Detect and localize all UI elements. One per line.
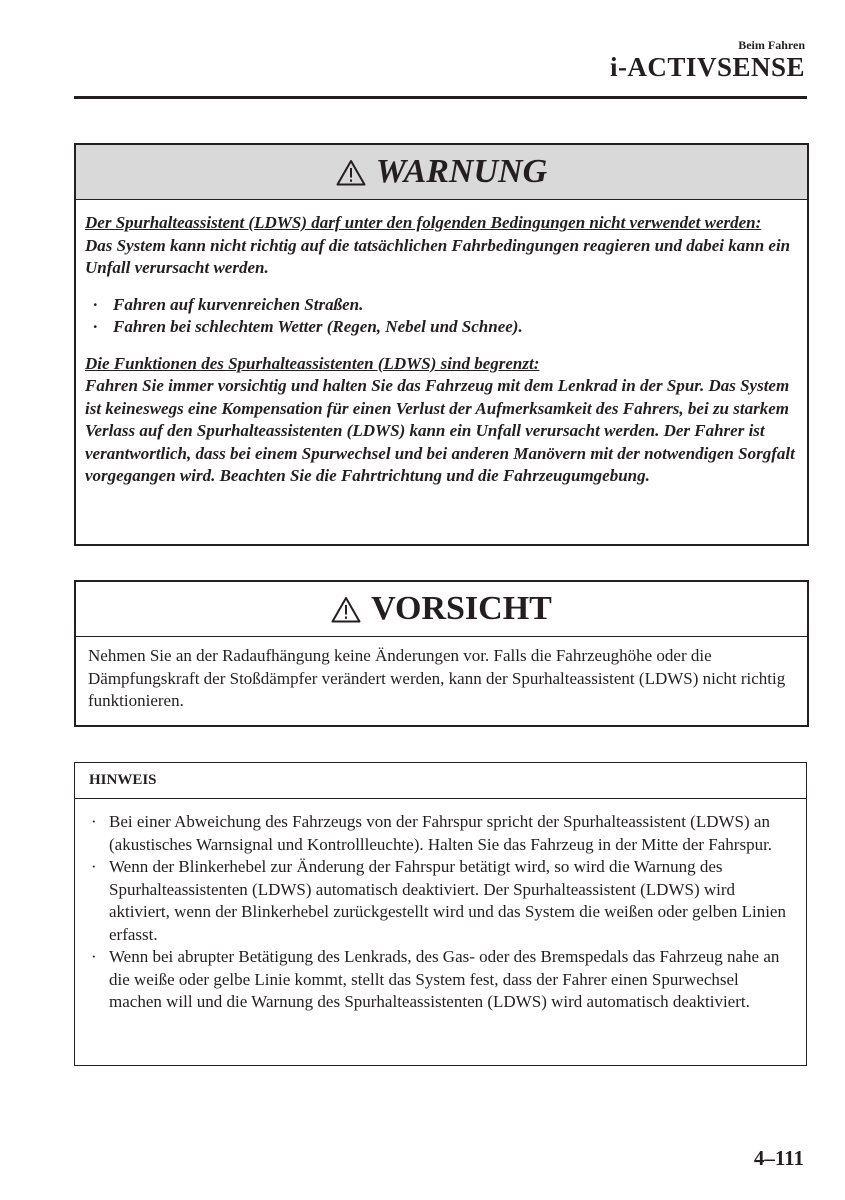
caution-box	[74, 580, 809, 727]
warning-subtitle-1: Der Spurhalteassistent (LDWS) darf unter den folgenden Bedingungen nicht verwendet werden:	[85, 213, 762, 232]
page-number: 4–111	[753, 1146, 804, 1170]
warning-paragraph-1: Das System kann nicht richtig auf die tatsächlichen Fahrbedingungen reagieren und dabei kann ein Unfall verursacht werden.	[85, 235, 791, 277]
note-header	[75, 763, 806, 799]
list-item: · Wenn der Blinkerhebel zur Änderung der Fahrspur betätigt wird, so wird die Warnung des Spurhalteassistenten (LDWS) automatisch deaktiviert. Der Spurhalteassistent (LDWS) wird aktiviert, wenn der Blinkerhebel zurückgestellt wird und das System die weißen oder gelben Linien erfasst.	[89, 856, 794, 946]
list-item: · Fahren bei schlechtem Wetter (Regen, Nebel und Schnee).	[93, 316, 799, 339]
warning-body	[76, 200, 807, 488]
note-box	[74, 762, 807, 1066]
note-list	[75, 799, 806, 1014]
list-item: · Wenn bei abrupter Betätigung des Lenkrads, des Gas- oder des Bremspedals das Fahrzeug nahe an die weiße oder gelbe Linie kommt, stellt das System fest, dass der Fahrer einen Spurwechsel machen will und die Warnung des Spurhalteassistenten (LDWS) wird automatisch deaktiviert.	[89, 946, 794, 1014]
caution-header	[76, 582, 807, 637]
list-item: · Fahren auf kurvenreichen Straßen.	[93, 294, 799, 317]
warning-subtitle-2: Die Funktionen des Spurhalteassistenten (LDWS) sind begrenzt:	[85, 353, 540, 373]
page-title: i-ACTIVSENSE	[609, 52, 805, 82]
warning-heading: WARNUNG	[375, 153, 548, 190]
section-label: Beim Fahren	[738, 38, 805, 52]
warning-paragraph-2: Fahren Sie immer vorsichtig und halten Sie das Fahrzeug mit dem Lenkrad in der Spur. Das System ist keineswegs eine Kompensation für einen Verlust der Aufmerksamkeit des Fahrers, bei zu starkem Verlass auf den Spurhalteassistenten (LDWS) kann ein Unfall verursacht werden. Der Fahrer ist verantwortlich, dass bei einem Spurwechsel und bei anderen Manövern mit der notwendigen Sorgfalt vorgegangen wird. Beachten Sie die Fahrtrichtung und die Fahrzeugumgebung.	[85, 376, 795, 485]
note-heading: HINWEIS	[89, 772, 157, 788]
warning-bullet-list	[93, 294, 799, 339]
warning-triangle-icon	[336, 159, 366, 186]
warning-triangle-icon	[331, 596, 361, 623]
warning-box	[74, 143, 809, 546]
caution-heading: VORSICHT	[371, 590, 552, 627]
list-item: · Bei einer Abweichung des Fahrzeugs von der Fahrspur spricht der Spurhalteassistent (LDWS) an (akustisches Warnsignal und Kontrollleuchte). Halten Sie das Fahrzeug in der Mitte der Fahrspur.	[89, 811, 794, 856]
warning-header	[76, 145, 807, 200]
header-rule	[74, 96, 807, 99]
caution-text: Nehmen Sie an der Radaufhängung keine Änderungen vor. Falls die Fahrzeughöhe oder die Dämpfungskraft der Stoßdämpfer verändert werden, kann der Spurhalteassistent (LDWS) nicht richtig funktionieren.	[88, 646, 786, 710]
